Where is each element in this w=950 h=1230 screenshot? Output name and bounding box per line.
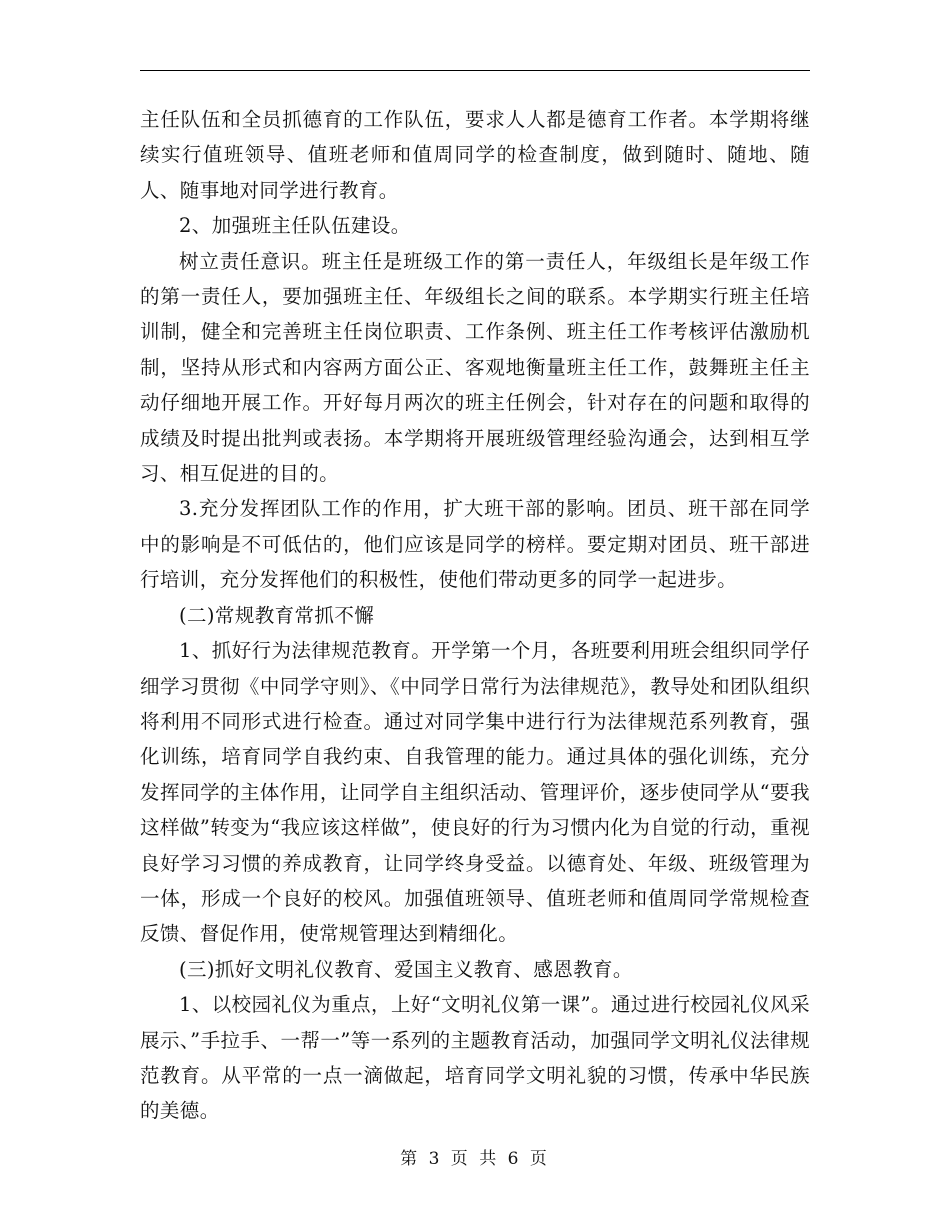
section-heading: (二)常规教育常抓不懈	[179, 603, 375, 627]
document-body	[140, 102, 810, 1129]
page-number-footer: 第 3 页 共 6 页	[400, 1149, 550, 1169]
header-rule	[140, 70, 810, 71]
paragraph: 1、抓好行为法律规范教育。开学第一个月，各班要利用班会组织同学仔细学习贯彻《中同学守则》、《中同学日常行为法律规范》，教导处和团队组织将利用不同形式进行检查。通过对同学集中进行行为法律规范系列教育，强化训练，培育同学自我约束、自我管理的能力。通过具体的强化训练，充分发挥同学的主体作用，让同学自主组织活动、管理评价，逐步使同学从“要我这样做”转变为“我应该这样做”，使良好的行为习惯内化为自觉的行动，重视良好学习习惯的养成教育，让同学终身受益。以德育处、年级、班级管理为一体，形成一个良好的校风。加强值班领导、值班老师和值周同学常规检查反馈、督促作用，使常规管理达到精细化。	[140, 639, 810, 946]
paragraph: 主任队伍和全员抓德育的工作队伍，要求人人都是德育工作者。本学期将继续实行值班领导、值班老师和值周同学的检查制度，做到随时、随地、随人、随事地对同学进行教育。	[140, 108, 810, 202]
section-heading: (三)抓好文明礼仪教育、爱国主义教育、感恩教育。	[179, 957, 633, 981]
paragraph: 3.充分发挥团队工作的作用，扩大班干部的影响。团员、班干部在同学中的影响是不可低估的，他们应该是同学的榜样。要定期对团员、班干部进行培训，充分发挥他们的积极性，使他们带动更多的同学一起进步。	[140, 497, 810, 592]
paragraph: 2、加强班主任队伍建设。	[179, 214, 411, 238]
paragraph: 1、以校园礼仪为重点，上好“文明礼仪第一课”。通过进行校园礼仪风采展示、”手拉手、一帮一”等一系列的主题教育活动，加强同学文明礼仪法律规范教育。从平常的一点一滴做起，培育同学文明礼貌的习惯，传承中华民族的美德。	[140, 993, 810, 1123]
paragraph: 树立责任意识。班主任是班级工作的第一责任人，年级组长是年级工作的第一责任人，要加强班主任、年级组长之间的联系。本学期实行班主任培训制，健全和完善班主任岗位职责、工作条例、班主任工作考核评估激励机制，坚持从形式和内容两方面公正、客观地衡量班主任工作，鼓舞班主任主动仔细地开展工作。开好每月两次的班主任例会，针对存在的问题和取得的成绩及时提出批判或表扬。本学期将开展班级管理经验沟通会，达到相互学习、相互促进的目的。	[140, 249, 810, 486]
